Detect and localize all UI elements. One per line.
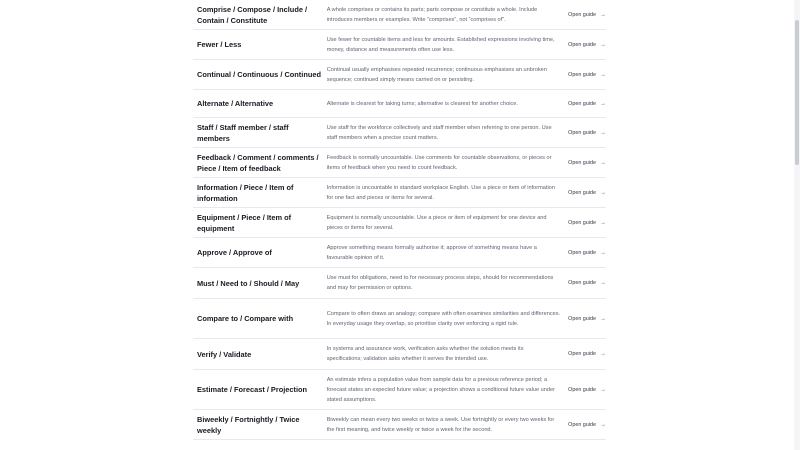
open-guide-link[interactable] — [568, 387, 606, 393]
guide-description: Approve something means formally authorise it; approve of something means have a favourable opinion of it. — [326, 244, 537, 261]
guide-term: Continual / Continuous / Continued — [197, 70, 321, 79]
guide-description: Use must for obligations, need to for necessary process steps, should for recommendations and may for permission or options. — [326, 275, 554, 291]
open-guide-label: Open guide — [568, 129, 596, 136]
open-guide-label: Open guide — [568, 41, 596, 48]
guide-term: Estimate / Forecast / Projection — [197, 385, 308, 394]
open-guide-link[interactable] — [568, 316, 606, 322]
guide-term: Equipment / Piece / Item of equipment — [197, 212, 292, 233]
guide-row — [193, 299, 606, 339]
arrow-right-icon: → — [600, 421, 606, 428]
scrollbar-track[interactable] — [794, 0, 800, 450]
guide-description: Feedback is normally uncountable. Use comments for countable observations, or pieces or items of feedback when you need to count feedback. — [326, 154, 552, 171]
guide-row — [193, 370, 606, 410]
open-guide-label: Open guide — [568, 159, 596, 166]
guide-row — [193, 238, 606, 268]
guide-term: Staff / Staff member / staff members — [197, 122, 289, 143]
arrow-right-icon: → — [600, 280, 606, 286]
guide-term: Biweekly / Fortnightly / Twice weekly — [197, 414, 300, 435]
open-guide-label: Open guide — [568, 71, 596, 78]
open-guide-link[interactable] — [568, 250, 606, 256]
arrow-right-icon: → — [600, 159, 606, 166]
open-guide-label: Open guide — [568, 421, 596, 428]
arrow-right-icon: → — [600, 71, 606, 78]
open-guide-label: Open guide — [568, 351, 596, 357]
open-guide-link[interactable] — [568, 42, 606, 48]
open-guide-label: Open guide — [568, 249, 596, 256]
arrow-right-icon: → — [600, 41, 606, 48]
guide-term: Verify / Validate — [197, 349, 252, 359]
guide-term: Comprise / Compose / Include / Contain / Constitute — [197, 4, 308, 25]
open-guide-label: Open guide — [568, 11, 596, 18]
guide-term: Alternate / Alternative — [197, 99, 274, 108]
guide-description: Equipment is normally uncountable. Use a piece or item of equipment for one device and pieces or items for several. — [326, 214, 547, 231]
open-guide-label: Open guide — [568, 386, 596, 393]
guide-description: A whole comprises or contains its parts; parts compose or constitute a whole. Include introduces members or examples. Write “comprises”, not “comprises of”. — [326, 6, 538, 23]
guide-description: Alternate is clearest for taking turns; alternative is clearest for another choice. — [326, 100, 518, 107]
guide-description: Continual usually emphasises repeated recurrence; continuous emphasises an unbroken sequence; continued simply means carried on or persisting. — [326, 66, 547, 83]
guide-row — [193, 178, 606, 208]
open-guide-link[interactable] — [568, 422, 606, 428]
arrow-right-icon: → — [600, 100, 606, 107]
open-guide-link[interactable] — [568, 160, 606, 166]
arrow-right-icon: → — [600, 189, 606, 196]
guide-row — [193, 0, 606, 30]
guide-row — [193, 410, 606, 440]
open-guide-link[interactable] — [568, 280, 606, 286]
open-guide-label: Open guide — [568, 315, 596, 322]
guide-term: Feedback / Comment / comments / Piece / Item of feedback — [197, 152, 319, 173]
guide-term: Information / Piece / Item of information — [197, 182, 294, 203]
guide-row — [193, 90, 606, 118]
guide-description: In systems and assurance work, verification asks whether the solution meets its specifications; validation asks whether it serves the intended use. — [326, 346, 524, 362]
guide-row — [193, 60, 606, 90]
open-guide-link[interactable] — [568, 101, 606, 107]
open-guide-label: Open guide — [568, 219, 596, 226]
guide-row — [193, 148, 606, 178]
guide-row — [193, 30, 606, 60]
arrow-right-icon: → — [600, 129, 606, 136]
open-guide-link[interactable] — [568, 72, 606, 78]
arrow-right-icon: → — [600, 11, 606, 18]
arrow-right-icon: → — [600, 386, 606, 393]
open-guide-link[interactable] — [568, 220, 606, 226]
guide-row — [193, 118, 606, 148]
guide-description: Use staff for the workforce collectively and staff member when referring to one person. Use staff members when a precise count matters. — [326, 124, 552, 141]
open-guide-link[interactable] — [568, 351, 606, 357]
open-guide-label: Open guide — [568, 189, 596, 196]
scrollbar-thumb[interactable] — [795, 20, 799, 165]
open-guide-link[interactable] — [568, 12, 606, 18]
guide-row — [193, 208, 606, 238]
arrow-right-icon: → — [600, 315, 606, 322]
open-guide-link[interactable] — [568, 190, 606, 196]
guide-row — [193, 268, 606, 299]
guide-row — [193, 339, 606, 370]
guide-description: Biweekly can mean every two weeks or twice a week. Use fortnightly or every two weeks for the first meaning, and twice weekly or twice a week for the second. — [326, 416, 555, 433]
guide-term: Approve / Approve of — [197, 248, 272, 257]
open-guide-link[interactable] — [568, 130, 606, 136]
open-guide-label: Open guide — [568, 280, 596, 286]
guide-term: Fewer / Less — [197, 40, 242, 49]
guide-description: Compare to often draws an analogy; compare with often examines similarities and differences. In everyday usage they overlap, so prioritise clarity over enforcing a rigid rule. — [326, 310, 561, 327]
guide-term: Compare to / Compare with — [197, 314, 294, 323]
arrow-right-icon: → — [600, 351, 606, 357]
open-guide-label: Open guide — [568, 100, 596, 107]
arrow-right-icon: → — [600, 249, 606, 256]
guide-term: Must / Need to / Should / May — [197, 278, 300, 288]
arrow-right-icon: → — [600, 219, 606, 226]
usage-guide-list — [193, 0, 606, 440]
guide-description: Information is uncountable in standard workplace English. Use a piece or item of information for one fact and pieces or items for several. — [326, 184, 555, 201]
guide-description: Use fewer for countable items and less for amounts. Established expressions involving time, money, distance and measurements often use less. — [326, 36, 555, 53]
guide-description: An estimate infers a population value from sample data for a previous reference period; a forecast states an expected future value; a projection shows a conditional future value under stated assumptions. — [326, 376, 555, 403]
